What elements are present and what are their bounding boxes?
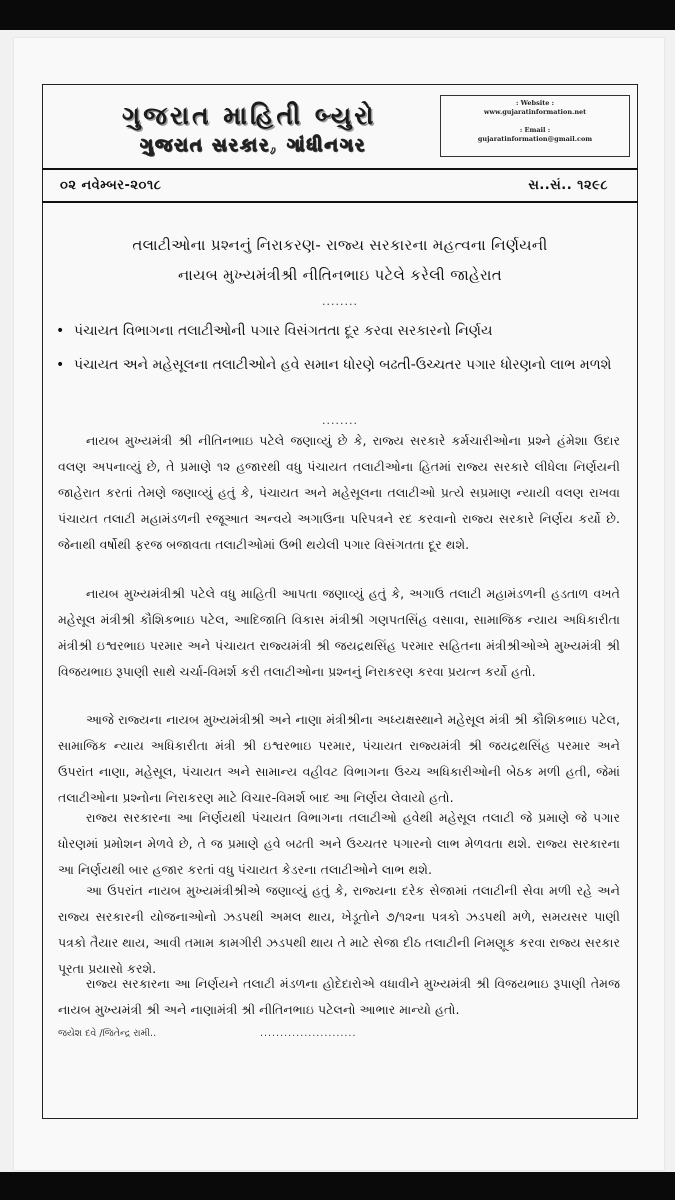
letterhead: [42, 84, 638, 164]
bureau-title: ગુજરાત માહિતી બ્યુરો: [122, 101, 377, 130]
headline-line-2: નાયબ મુખ્યમંત્રીશ્રી નીતિનભાઇ પટેલે કરેલી જાહેરાત: [178, 266, 502, 284]
body-paragraph: આજે રાજ્યના નાયબ મુખ્યમંત્રીશ્રી અને નાણા મંત્રીશ્રીના અધ્યક્ષસ્થાને મહેસૂલ મંત્રી શ્રી કૌશિકભાઇ પટેલ, સામાજિક ન્યાય અધિકારીતા મંત્રી શ્રી ઇશ્વરભાઇ પરમાર, પંચાયત રાજ્યમંત્રી શ્રી જયદ્રથસિંહ પરમાર અને ઉપરાંત નાણા, મહેસૂલ, પંચાયત અને સામાન્ય વહીવટ વિભાગના ઉચ્ચ અધિકારીઓની બેઠક મળી હતી, જેમાં તલાટીઓના પ્રશ્નોના નિરાકરણ માટે વિચાર-વિમર્શ બાદ આ નિર્ણય લેવાયો હતો.: [58, 712, 620, 805]
release-date: ૦૨ નવેમ્બર-૨૦૧૮: [60, 178, 162, 193]
website-url: www.gujaratinformation.net: [483, 108, 587, 116]
body-paragraph: આ ઉપરાંત નાયબ મુખ્યમંત્રીશ્રીએ જણાવ્યું હતું કે, રાજ્યના દરેક સેજામાં તલાટીની સેવા મળી રહે અને રાજ્ય સરકારની યોજનાઓનો ઝડપથી અમલ થાય, ખેડૂતોને ૭/૧૨ના પત્રકો ઝડપથી મળે, સમયસર પાણી પત્રકો તૈયાર થાય, આવી તમામ કામગીરી ઝડપથી થાય તે માટે સેજા દીઠ તલાટીની નિમણૂક કરવા રાજ્ય સરકાર પૂરતા પ્રયાસો કરશે.: [58, 883, 620, 976]
signature-names: જયેશ દવે /જિતેન્દ્ર રામી..: [58, 1028, 157, 1039]
headline-line-1: તલાટીઓના પ્રશ્નનું નિરાકરણ- રાજ્ય સરકારના મહત્વના નિર્ણયની: [132, 236, 548, 254]
body-paragraph: નાયબ મુખ્યમંત્રીશ્રી પટેલે વધુ માહિતી આપતા જણાવ્યું હતું કે, અગાઉ તલાટી મહામંડળની હડતાળ વખતે મહેસૂલ મંત્રીશ્રી કૌશિકભાઇ પટેલ, આદિજાતિ વિકાસ મંત્રીશ્રી ગણપતસિંહ વસાવા, સામાજિક ન્યાય અધિકારીતા મંત્રીશ્રી ઇશ્વરભાઇ પરમાર અને પંચાયત રાજ્યમંત્રી શ્રી જયદ્રથસિંહ પરમાર સહિતના મંત્રીશ્રીઓએ મુખ્યમંત્રી શ્રી વિજયભાઇ રૂપાણી સાથે ચર્ચા-વિમર્શ કરી તલાટીઓના પ્રશ્નનું નિરાકરણ કરવા પ્રયત્ન કર્યો હતો.: [58, 586, 620, 679]
contact-box: [440, 95, 630, 157]
bullets-separator: ........: [322, 414, 358, 427]
date-row: [42, 170, 638, 200]
signature-dots: ........................: [260, 1028, 357, 1039]
bullet-icon: •: [56, 323, 65, 339]
top-dark-bar: [0, 0, 675, 30]
headline-separator: ........: [322, 295, 358, 308]
bullet-text: પંચાયત વિભાગના તલાટીઓની પગાર વિસંગતતા દૂર કરવા સરકારનો નિર્ણય: [74, 323, 493, 339]
email-label: : Email :: [519, 126, 551, 134]
bottom-dark-bar: [0, 1172, 675, 1200]
website-label: : Website :: [515, 99, 555, 107]
bureau-subtitle: ગુજરાત સરકાર, ગાંધીનગર: [140, 135, 367, 156]
press-number: સ..સં.. ૧૨૯૮: [528, 178, 608, 193]
date-divider: [42, 201, 638, 203]
bullet-text: પંચાયત અને મહેસૂલના તલાટીઓને હવે સમાન ધોરણે બઢતી-ઉચ્ચતર પગાર ધોરણનો લાભ મળશે: [74, 357, 612, 373]
body-paragraph: રાજ્ય સરકારના આ નિર્ણયથી પંચાયત વિભાગના તલાટીઓ હવેથી મહેસૂલ તલાટી જે પ્રમાણે જે પગાર ધોરણમાં પ્રમોશન મેળવે છે, તે જ પ્રમાણે હવે બઢતી અને ઉચ્ચતર પગારનો લાભ મેળવતા થશે. રાજ્ય સરકારના આ નિર્ણયથી બાર હજાર કરતાં વધુ પંચાયત કેડરના તલાટીઓને લાભ થશે.: [58, 810, 620, 877]
email-address: gujaratinformation@gmail.com: [477, 135, 593, 143]
body-paragraph: રાજ્ય સરકારના આ નિર્ણયને તલાટી મંડળના હોદેદારોએ વધાવીને મુખ્યમંત્રી શ્રી વિજયભાઇ રૂપાણી તેમજ નાયબ મુખ્યમંત્રી શ્રી અને નાણામંત્રી શ્રી નીતિનભાઇ પટેલનો આભાર માન્યો હતો.: [58, 976, 620, 1017]
bullet-icon: •: [56, 357, 65, 373]
body-paragraph: નાયબ મુખ્યમંત્રી શ્રી નીતિનભાઇ પટેલે જણાવ્યું છે કે, રાજ્ય સરકારે કર્મચારીઓના પ્રશ્ને હંમેશા ઉદાર વલણ અપનાવ્યું છે, તે પ્રમાણે ૧૨ હજારથી વધુ પંચાયત તલાટીઓના હિતમાં રાજ્ય સરકારે લીધેલા નિર્ણયની જાહેરાત કરતાં તેમણે જણાવ્યું હતું કે, પંચાયત અને મહેસૂલના તલાટીઓ પ્રત્યે સપ્રમાણ ન્યાયી વલણ રાખવા પંચાયત તલાટી મહામંડળની રજૂઆત અન્વયે અગાઉના પરિપત્રને રદ કરવાનો રાજ્ય સરકારે નિર્ણય કર્યો છે. જેનાથી વર્ષોથી ફરજ બજાવતા તલાટીઓમાં ઉભી થયેલી પગાર વિસંગતતા દૂર થશે.: [58, 433, 620, 552]
